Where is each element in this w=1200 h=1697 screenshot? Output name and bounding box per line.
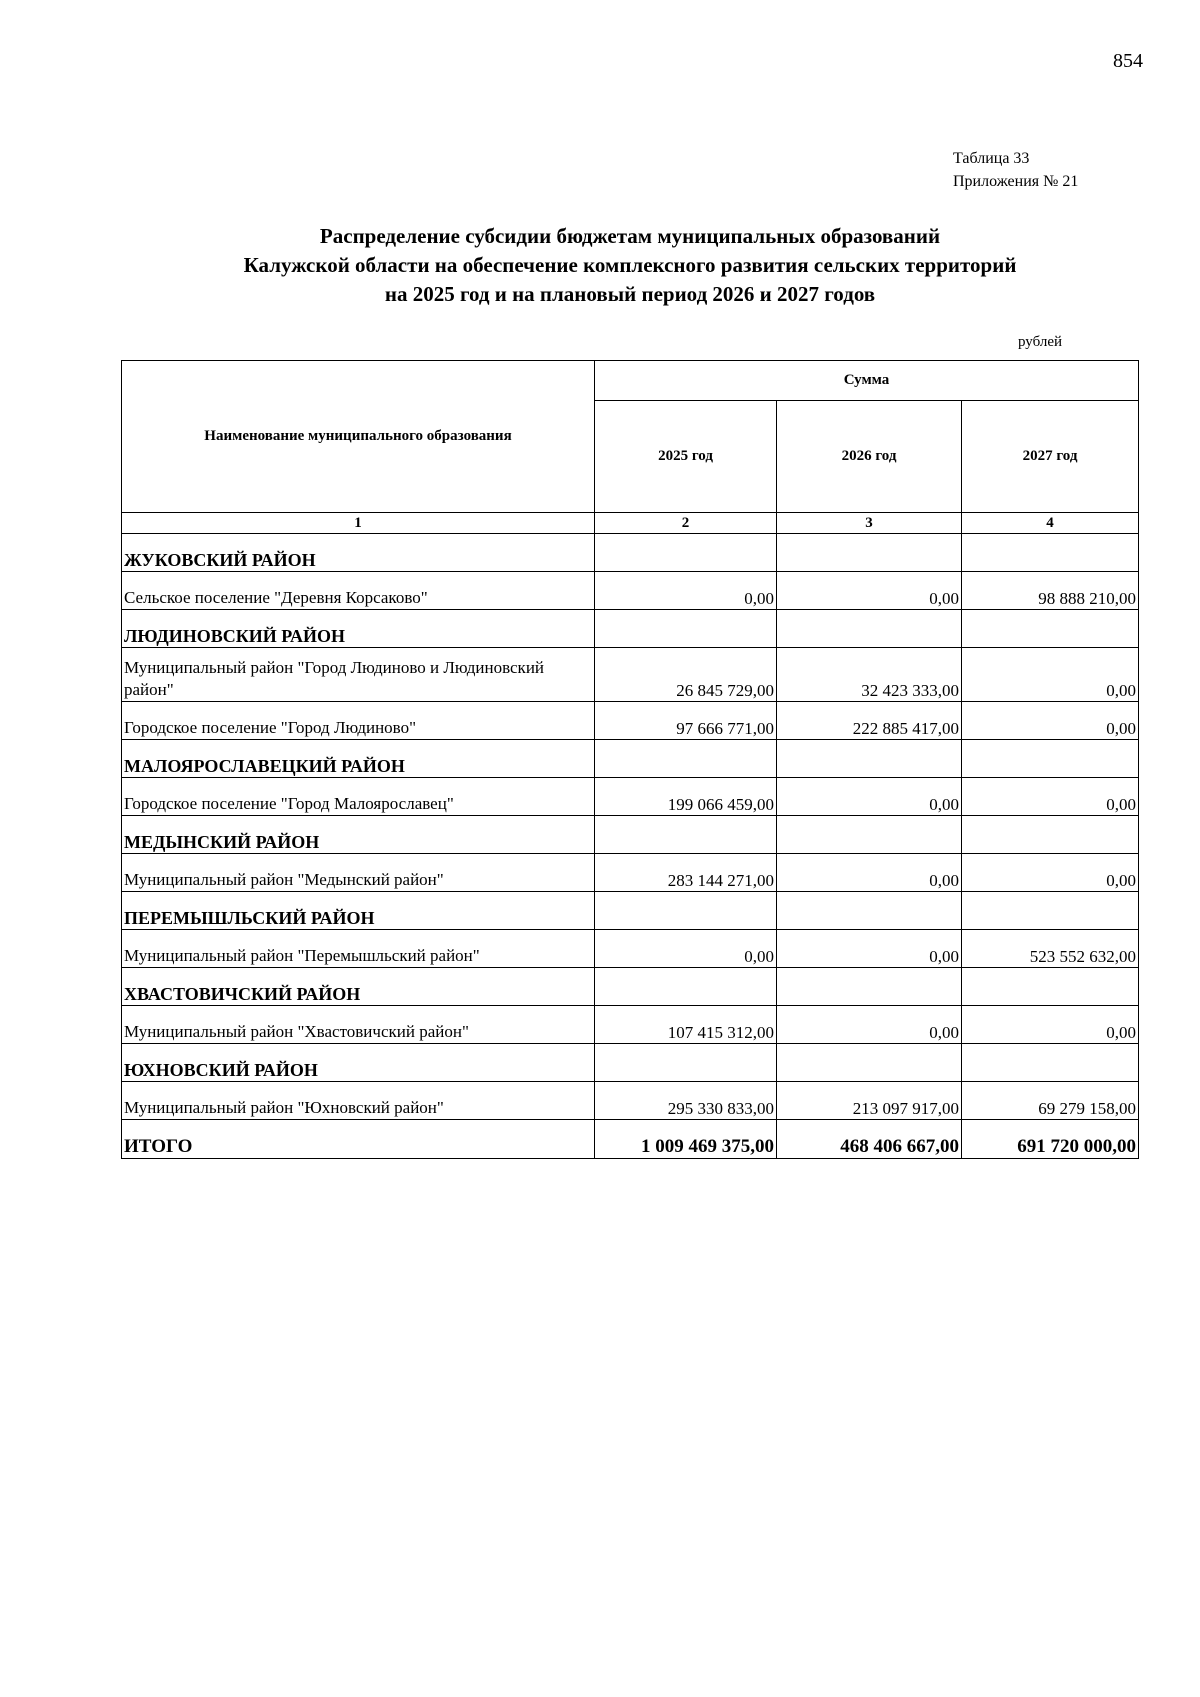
header-year-2027: 2027 год	[962, 401, 1139, 513]
district-name: ПЕРЕМЫШЛЬСКИЙ РАЙОН	[122, 892, 595, 930]
amount-2025: 26 845 729,00	[595, 648, 777, 702]
table-row	[122, 702, 1139, 740]
amount-2026: 0,00	[777, 778, 962, 816]
amount-2027: 0,00	[962, 1006, 1139, 1044]
header-year-2026: 2026 год	[777, 401, 962, 513]
annex-reference	[953, 147, 1078, 193]
amount-2025: 283 144 271,00	[595, 854, 777, 892]
column-number-row	[122, 513, 1139, 534]
title-line-1: Распределение субсидии бюджетам муниципальных образований	[319, 224, 941, 248]
subsidy-table	[121, 360, 1139, 1159]
amount-2026: 0,00	[777, 854, 962, 892]
municipality-name: Сельское поселение "Деревня Корсаково"	[122, 572, 595, 610]
amount-2027: 0,00	[962, 778, 1139, 816]
total-label: ИТОГО	[122, 1120, 595, 1159]
municipality-name: Муниципальный район "Город Людиново и Людиновский район"	[122, 648, 595, 702]
district-row	[122, 534, 1139, 572]
table-row	[122, 930, 1139, 968]
column-number: 3	[777, 513, 962, 534]
table-row	[122, 854, 1139, 892]
table-row	[122, 648, 1139, 702]
amount-2026: 0,00	[777, 1006, 962, 1044]
total-row	[122, 1120, 1139, 1159]
table-label: Таблица 33	[953, 150, 1030, 167]
header-year-2025: 2025 год	[595, 401, 777, 513]
title-line-3: на 2025 год и на плановый период 2026 и 2027 годов	[384, 282, 876, 306]
amount-2027: 0,00	[962, 702, 1139, 740]
total-2025: 1 009 469 375,00	[595, 1120, 777, 1159]
district-row	[122, 816, 1139, 854]
district-row	[122, 1044, 1139, 1082]
amount-2026: 0,00	[777, 930, 962, 968]
district-name: ЖУКОВСКИЙ РАЙОН	[122, 534, 595, 572]
page-number: 854	[1113, 50, 1143, 72]
table-row	[122, 778, 1139, 816]
municipality-name: Городское поселение "Город Малоярославец"	[122, 778, 595, 816]
amount-2027: 523 552 632,00	[962, 930, 1139, 968]
document-title	[120, 222, 1140, 309]
appendix-label: Приложения № 21	[953, 173, 1079, 190]
district-row	[122, 968, 1139, 1006]
units-label: рублей	[1018, 334, 1063, 350]
column-number: 4	[962, 513, 1139, 534]
municipality-name: Муниципальный район "Юхновский район"	[122, 1082, 595, 1120]
total-2026: 468 406 667,00	[777, 1120, 962, 1159]
district-name: МЕДЫНСКИЙ РАЙОН	[122, 816, 595, 854]
municipality-name: Муниципальный район "Хвастовичский район"	[122, 1006, 595, 1044]
amount-2025: 0,00	[595, 930, 777, 968]
amount-2025: 199 066 459,00	[595, 778, 777, 816]
table-row	[122, 572, 1139, 610]
municipality-name: Городское поселение "Город Людиново"	[122, 702, 595, 740]
amount-2025: 107 415 312,00	[595, 1006, 777, 1044]
amount-2027: 0,00	[962, 854, 1139, 892]
district-name: МАЛОЯРОСЛАВЕЦКИЙ РАЙОН	[122, 740, 595, 778]
total-2027: 691 720 000,00	[962, 1120, 1139, 1159]
amount-2025: 97 666 771,00	[595, 702, 777, 740]
district-name: ХВАСТОВИЧСКИЙ РАЙОН	[122, 968, 595, 1006]
district-name: ЮХНОВСКИЙ РАЙОН	[122, 1044, 595, 1082]
amount-2025: 295 330 833,00	[595, 1082, 777, 1120]
column-number: 1	[122, 513, 595, 534]
municipality-name: Муниципальный район "Медынский район"	[122, 854, 595, 892]
amount-2026: 0,00	[777, 572, 962, 610]
district-name: ЛЮДИНОВСКИЙ РАЙОН	[122, 610, 595, 648]
amount-2025: 0,00	[595, 572, 777, 610]
amount-2026: 222 885 417,00	[777, 702, 962, 740]
amount-2026: 32 423 333,00	[777, 648, 962, 702]
amount-2027: 98 888 210,00	[962, 572, 1139, 610]
table-row	[122, 1006, 1139, 1044]
amount-2026: 213 097 917,00	[777, 1082, 962, 1120]
header-sum: Сумма	[595, 361, 1139, 401]
column-number: 2	[595, 513, 777, 534]
header-municipality-name: Наименование муниципального образования	[122, 361, 595, 513]
municipality-name: Муниципальный район "Перемышльский район"	[122, 930, 595, 968]
district-row	[122, 740, 1139, 778]
table-body	[122, 513, 1139, 1159]
amount-2027: 0,00	[962, 648, 1139, 702]
title-line-2: Калужской области на обеспечение комплексного развития сельских территорий	[243, 253, 1017, 277]
district-row	[122, 892, 1139, 930]
table-row	[122, 1082, 1139, 1120]
district-row	[122, 610, 1139, 648]
amount-2027: 69 279 158,00	[962, 1082, 1139, 1120]
